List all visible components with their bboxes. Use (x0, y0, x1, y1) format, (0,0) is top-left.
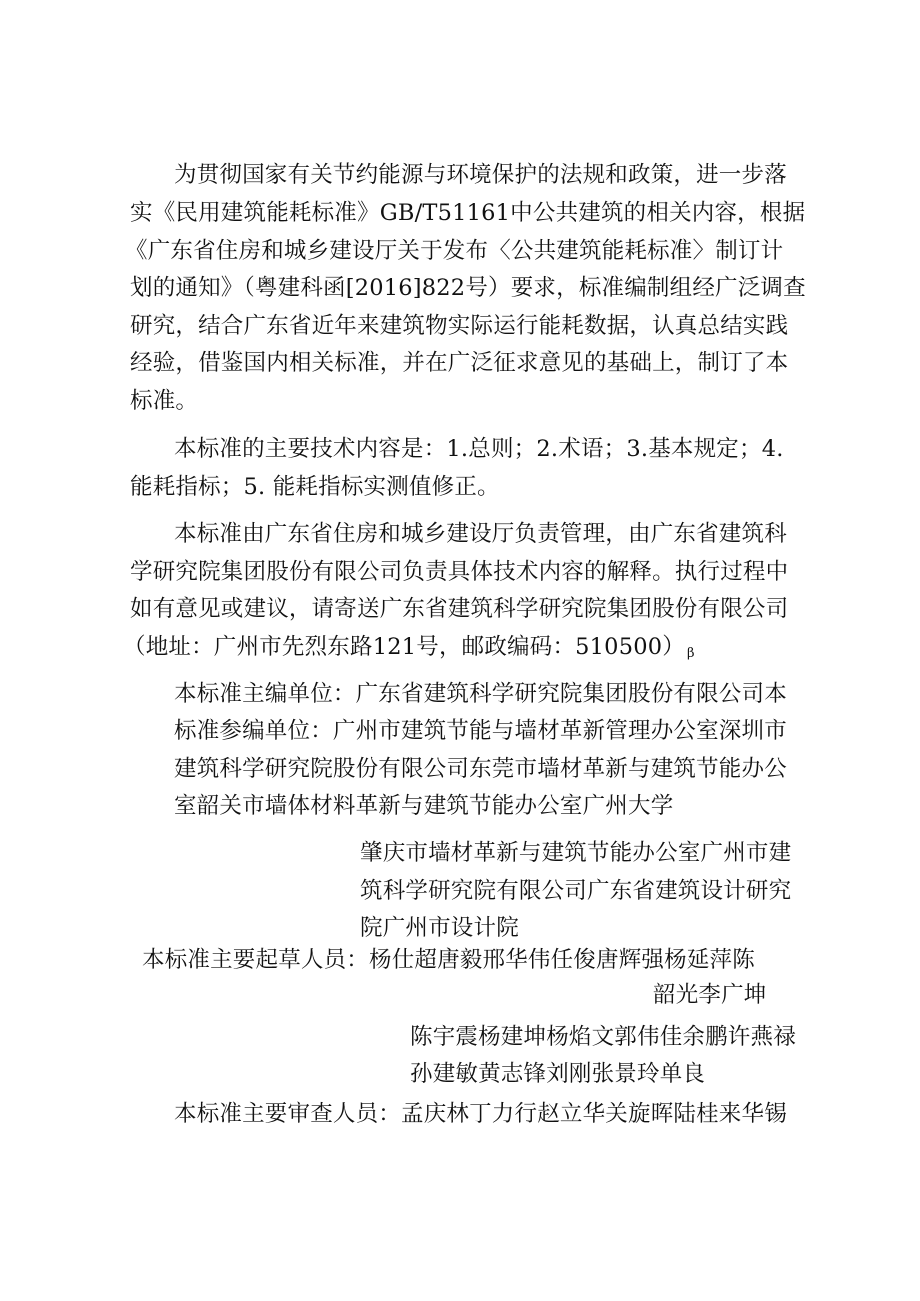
intro-line: 《广东省住房和城乡建设厅关于发布〈公共建筑能耗标准〉制订计 (125, 238, 784, 264)
drafters-line: 本标准主要起草人员：杨仕超唐毅邢华伟任俊唐辉强杨延萍陈 (142, 947, 755, 973)
intro-line: 标准。 (130, 388, 199, 414)
management-line (123, 631, 695, 663)
units-line: 肇庆市墙材革新与建筑节能办公室广州市建 (360, 840, 792, 866)
units-line: 本标准主编单位：广东省建筑科学研究院集团股份有限公司本 (174, 681, 787, 707)
drafters-line: 陈宇震杨建坤杨焰文郭伟佳余鹏许燕禄 (410, 1024, 796, 1050)
drafters-line: 韶光李广坤 (653, 982, 767, 1008)
units-line: 建筑科学研究院股份有限公司东莞市墙材革新与建筑节能办公 (174, 756, 787, 782)
units-line: 院广州市设计院 (360, 915, 519, 941)
management-line: 如有意见或建议，请寄送广东省建筑科学研究院集团股份有限公司 (130, 596, 789, 622)
units-line: 标准参编单位：广州市建筑节能与墙材革新管理办公室深圳市 (174, 718, 787, 744)
address-text: （地址：广州市先烈东路121号，邮政编码：510500） (123, 634, 685, 660)
units-line: 筑科学研究院有限公司广东省建筑设计研究 (360, 878, 792, 904)
intro-line: 经验，借鉴国内相关标准，并在广泛征求意见的基础上，制订了本 (130, 350, 789, 376)
intro-line: 划的通知》（粤建科函[2016]822号）要求，标准编制组经广泛调查 (130, 275, 806, 301)
units-line: 室韶关市墙体材料革新与建筑节能办公室广州大学 (174, 793, 674, 819)
content-line: 本标准的主要技术内容是：1.总则；2.术语；3.基本规定；4. (174, 436, 784, 462)
reviewers-line: 本标准主要审查人员：孟庆林丁力行赵立华关旋晖陆桂来华锡 (174, 1101, 787, 1127)
trailing-mark: β (686, 646, 695, 661)
management-line: 学研究院集团股份有限公司负责具体技术内容的解释。执行过程中 (130, 559, 789, 585)
intro-line: 研究，结合广东省近年来建筑物实际运行能耗数据，认真总结实践 (130, 313, 789, 339)
content-line: 能耗指标；5. 能耗指标实测值修正。 (130, 474, 500, 500)
management-line: 本标准由广东省住房和城乡建设厅负责管理，由广东省建筑科 (174, 521, 787, 547)
intro-line: 为贯彻国家有关节约能源与环境保护的法规和政策，进一步落 (174, 162, 787, 188)
drafters-line: 孙建敏黄志锋刘刚张景玲单良 (410, 1061, 706, 1087)
intro-line: 实《民用建筑能耗标准》GB/T51161中公共建筑的相关内容，根据 (130, 200, 806, 226)
